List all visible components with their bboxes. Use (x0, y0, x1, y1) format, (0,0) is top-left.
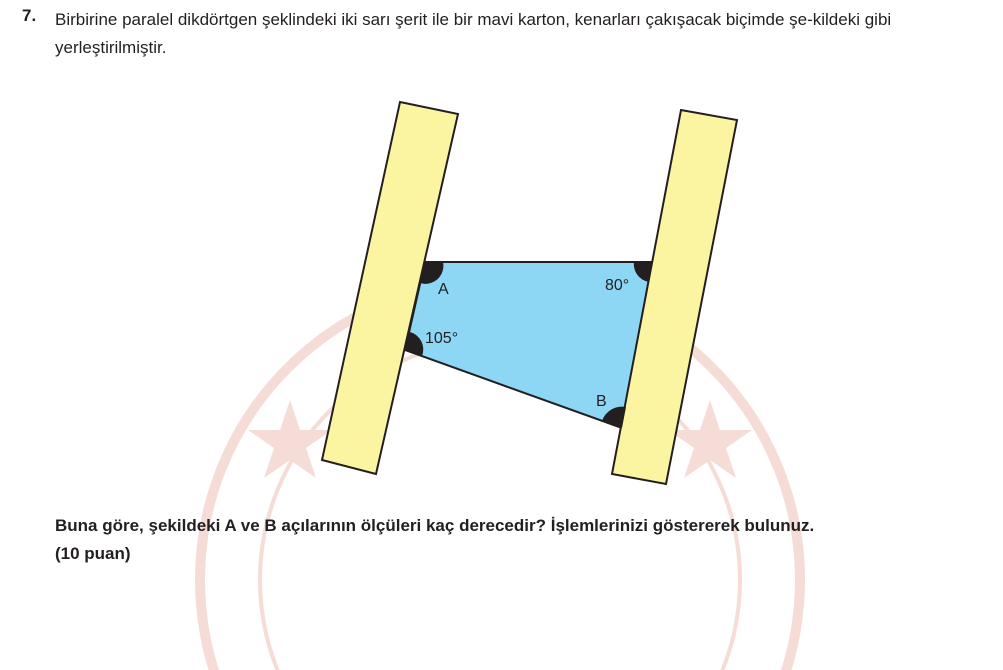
question-prompt-text: Buna göre, şekildeki A ve B açılarının ölçüleri kaç derecedir? İşlemlerinizi göstererek bulunuz. (55, 516, 815, 535)
question-number: 7. (22, 6, 37, 25)
angle-b-label: B (596, 393, 607, 410)
angle-105-label: 105° (425, 330, 459, 347)
question-text: Birbirine paralel dikdörtgen şeklindeki iki sarı şerit ile bir mavi karton, kenarları çakışacak biçimde şe-kildeki gibi yerleştirilmiştir. (55, 10, 892, 57)
question-prompt (55, 512, 995, 568)
angle-80-label: 80° (605, 277, 630, 294)
question-points: (10 puan) (55, 544, 131, 563)
angle-a-label: A (438, 281, 449, 298)
